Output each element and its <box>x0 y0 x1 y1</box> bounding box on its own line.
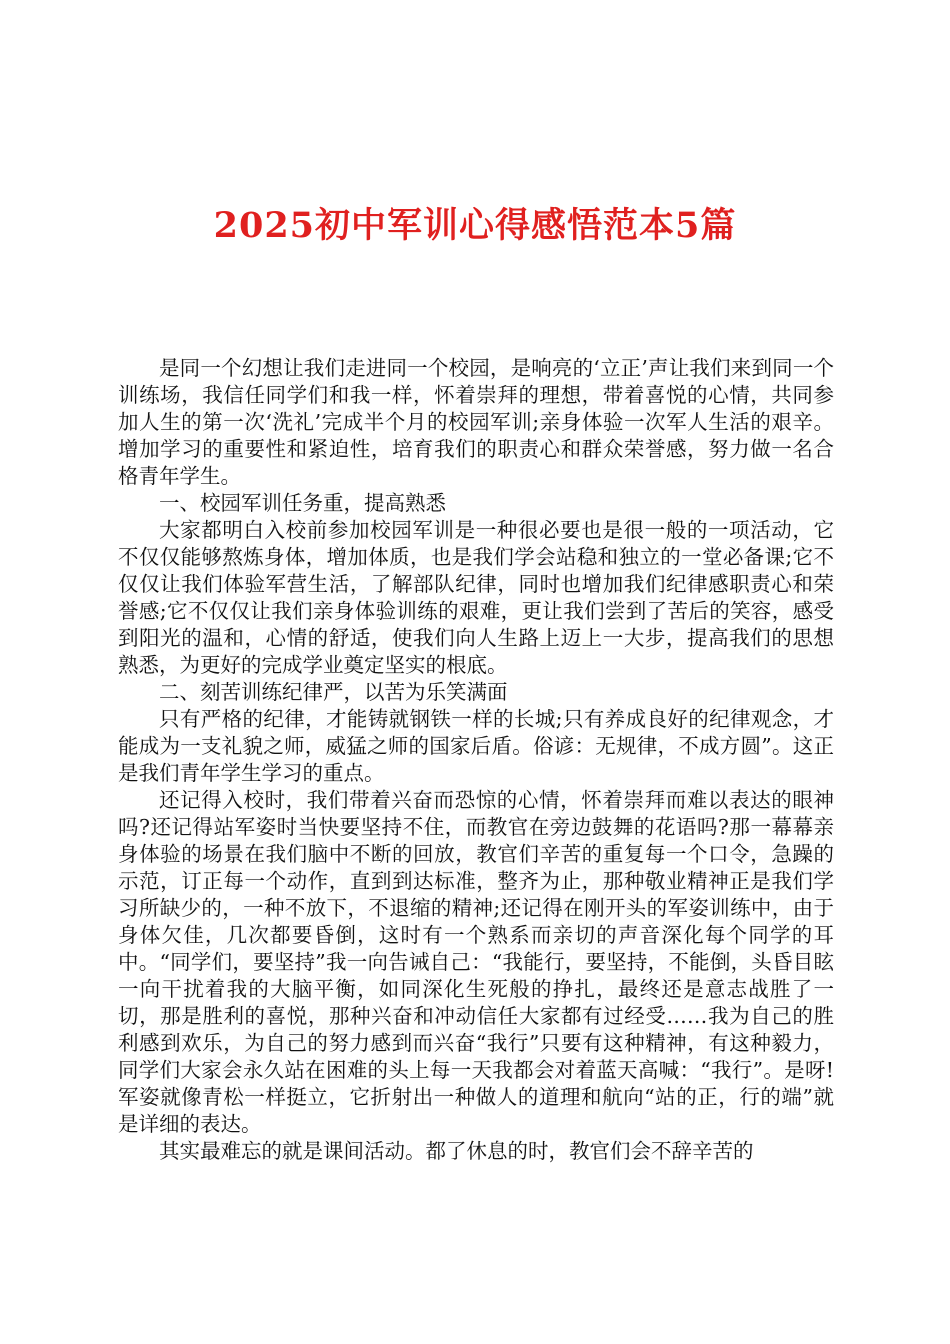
document-title: 2025初中军训心得感悟范本5篇 <box>213 205 737 246</box>
paragraph-intro: 是同一个幻想让我们走进同一个校园，是响亮的‘立正’声让我们来到同一个训练场，我信任同学们和我一样，怀着崇拜的理想，带着喜悦的心情，共同参加人生的第一次‘洗礼’完成半个月的校园军训;亲身体验一次军人生活的艰辛。增加学习的重要性和紧迫性，培育我们的职责心和群众荣誉感，努力做一名合格青年学生。 <box>118 356 834 488</box>
paragraph-memories: 还记得入校时，我们带着兴奋而恐惊的心情，怀着崇拜而难以表达的眼神吗?还记得站军姿时当快要坚持不住，而教官在旁边鼓舞的花语吗?那一幕幕亲身体验的场景在我们脑中不断的回放，教官们辛苦的重复每一个口令，急躁的示范，订正每一个动作，直到到达标准，整齐为止，那种敬业精神正是我们学习所缺少的，一种不放下，不退缩的精神;还记得在刚开头的军姿训练中，由于身体欠佳，几次都要昏倒，这时有一个熟系而亲切的声音深化每个同学的耳中。“同学们，要坚持”我一向告诫自己：“我能行，要坚持，不能倒，头昏目眩一向干扰着我的大脑平衡，如同深化生死般的挣扎，最终还是意志战胜了一切，那是胜利的喜悦，那种兴奋和冲动信任大家都有过经受……我为自己的胜利感到欢乐，为自己的努力感到而兴奋“我行”只要有这种精神，有这种毅力，同学们大家会永久站在困难的头上每一天我都会对着蓝天高喊：“我行”。是呀!军姿就像青松一样挺立，它折射出一种做人的道理和航向“站的正，行的端”就是详细的表达。 <box>118 788 834 1136</box>
paragraph-break-activities: 其实最难忘的就是课间活动。都了休息的时，教官们会不辞辛苦的 <box>159 1139 754 1163</box>
paragraph-discipline: 只有严格的纪律，才能铸就钢铁一样的长城;只有养成良好的纪律观念，才能成为一支礼貌之师，威猛之师的国家后盾。俗谚：无规律，不成方圆”。这正是我们青年学生学习的重点。 <box>118 707 834 785</box>
section-heading-1: 一、校园军训任务重，提高熟悉 <box>159 491 446 515</box>
section-heading-2: 二、刻苦训练纪律严，以苦为乐笑满面 <box>159 680 508 704</box>
document-body <box>118 355 834 1165</box>
paragraph-section-1: 大家都明白入校前参加校园军训是一种很必要也是很一般的一项活动，它不仅仅能够熬炼身体，增加体质，也是我们学会站稳和独立的一堂必备课;它不仅仅让我们体验军营生活，了解部队纪律，同时也增加我们纪律感职责心和荣誉感;它不仅仅让我们亲身体验训练的艰难，更让我们尝到了苦后的笑容，感受到阳光的温和，心情的舒适，使我们向人生路上迈上一大步，提高我们的思想熟悉，为更好的完成学业奠定坚实的根底。 <box>118 518 834 677</box>
